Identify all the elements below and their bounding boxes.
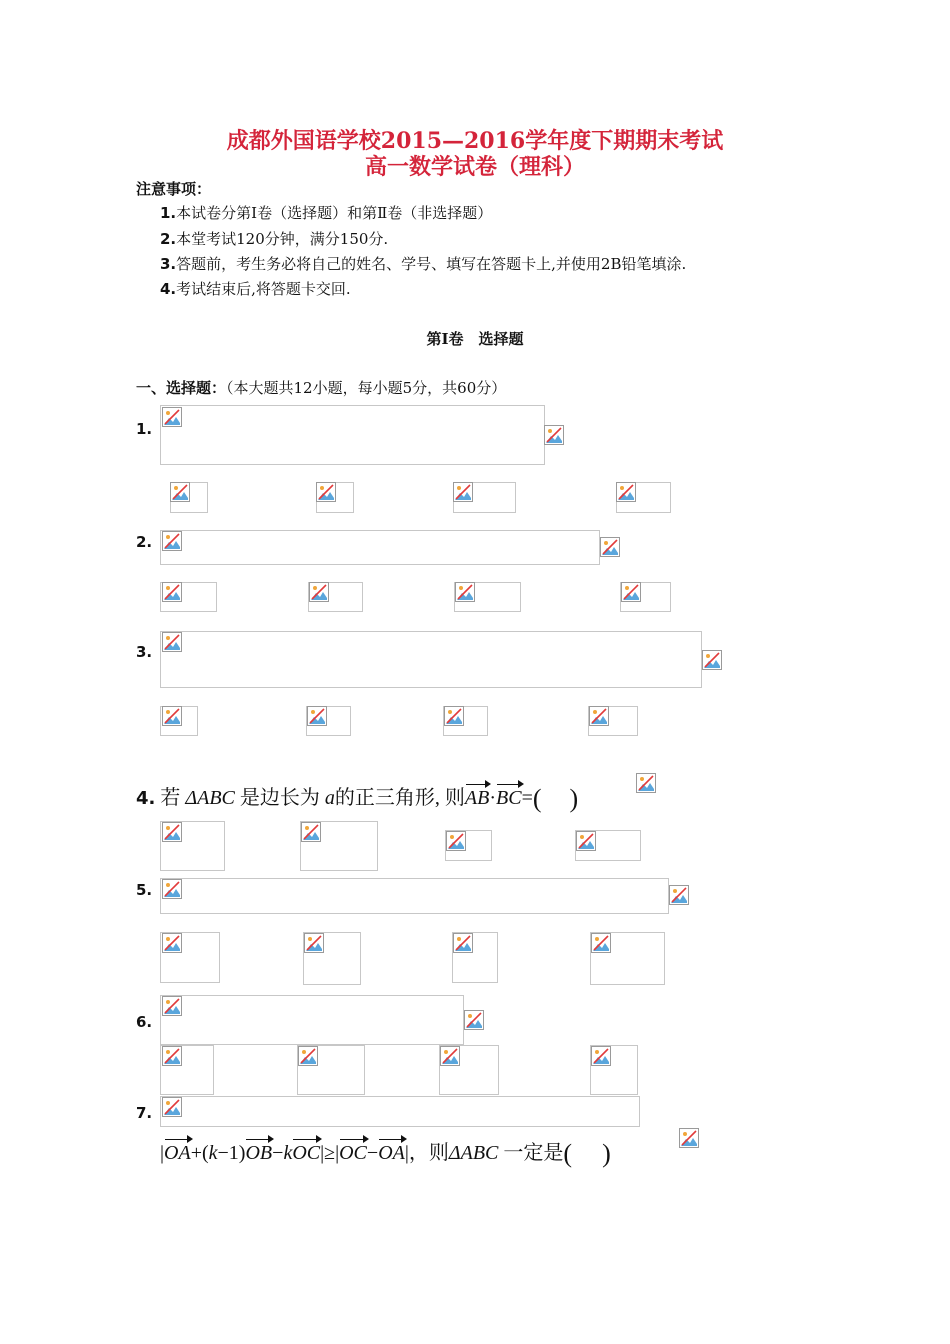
broken-image-icon bbox=[316, 482, 336, 502]
question-image-frame bbox=[160, 1096, 640, 1127]
broken-image-icon bbox=[636, 773, 656, 793]
question-number: 1. bbox=[136, 420, 153, 438]
broken-image-icon bbox=[307, 706, 327, 726]
broken-image-icon bbox=[162, 706, 182, 726]
broken-image-icon bbox=[453, 933, 473, 953]
broken-image-icon bbox=[162, 632, 182, 652]
broken-image-icon bbox=[544, 425, 564, 445]
exam-title-line2: 高一数学试卷（理科） bbox=[364, 154, 585, 180]
broken-image-icon bbox=[453, 482, 473, 502]
question-image-frame bbox=[160, 530, 600, 565]
notice-item: 3.答题前，考生务必将自己的姓名、学号、填写在答题卡上,并使用2B铅笔填涂. bbox=[160, 255, 687, 273]
broken-image-icon bbox=[440, 1046, 460, 1066]
broken-image-icon bbox=[170, 482, 190, 502]
broken-image-icon bbox=[464, 1010, 484, 1030]
broken-image-icon bbox=[162, 407, 182, 427]
broken-image-icon bbox=[444, 706, 464, 726]
broken-image-icon bbox=[446, 831, 466, 851]
broken-image-icon bbox=[589, 706, 609, 726]
broken-image-icon bbox=[298, 1046, 318, 1066]
broken-image-icon bbox=[616, 482, 636, 502]
broken-image-icon bbox=[309, 582, 329, 602]
question-number: 2. bbox=[136, 533, 153, 551]
exam-title-line1: 成都外国语学校2015—2016学年度下期期末考试 bbox=[226, 128, 724, 154]
question-number: 5. bbox=[136, 881, 153, 899]
broken-image-icon bbox=[162, 996, 182, 1016]
broken-image-icon bbox=[301, 822, 321, 842]
broken-image-icon bbox=[162, 582, 182, 602]
broken-image-icon bbox=[576, 831, 596, 851]
question-4-text: 4. 若 ΔABC 是边长为 a的正三角形, 则AB·BC=( ) bbox=[136, 784, 579, 813]
broken-image-icon bbox=[162, 879, 182, 899]
question-number: 6. bbox=[136, 1013, 153, 1031]
question-image-frame bbox=[160, 878, 669, 914]
notice-item: 2.本堂考试120分钟，满分150分. bbox=[160, 230, 389, 248]
part1-title: 第Ⅰ卷 选择题 bbox=[426, 330, 524, 348]
question-image-frame bbox=[160, 995, 464, 1045]
broken-image-icon bbox=[702, 650, 722, 670]
question-image-frame bbox=[160, 405, 545, 465]
notice-item: 4.考试结束后,将答题卡交回. bbox=[160, 280, 351, 298]
broken-image-icon bbox=[679, 1128, 699, 1148]
broken-image-icon bbox=[455, 582, 475, 602]
broken-image-icon bbox=[591, 933, 611, 953]
broken-image-icon bbox=[162, 1097, 182, 1117]
question-image-frame bbox=[160, 631, 702, 688]
broken-image-icon bbox=[621, 582, 641, 602]
question-number: 3. bbox=[136, 643, 153, 661]
notice-heading: 注意事项： bbox=[136, 180, 212, 198]
broken-image-icon bbox=[600, 537, 620, 557]
broken-image-icon bbox=[162, 822, 182, 842]
notice-item: 1.本试卷分第Ⅰ卷（选择题）和第Ⅱ卷（非选择题） bbox=[160, 204, 493, 222]
question-7-condition: |OA+(k−1)OB−kOC|≥|OC−OA|，则ΔABC 一定是( ) bbox=[160, 1139, 611, 1168]
question-number: 7. bbox=[136, 1104, 153, 1122]
broken-image-icon bbox=[162, 1046, 182, 1066]
broken-image-icon bbox=[162, 531, 182, 551]
section-heading: 一、选择题：（本大题共12小题，每小题5分，共60分） bbox=[136, 379, 507, 397]
broken-image-icon bbox=[304, 933, 324, 953]
broken-image-icon bbox=[162, 933, 182, 953]
broken-image-icon bbox=[669, 885, 689, 905]
broken-image-icon bbox=[591, 1046, 611, 1066]
